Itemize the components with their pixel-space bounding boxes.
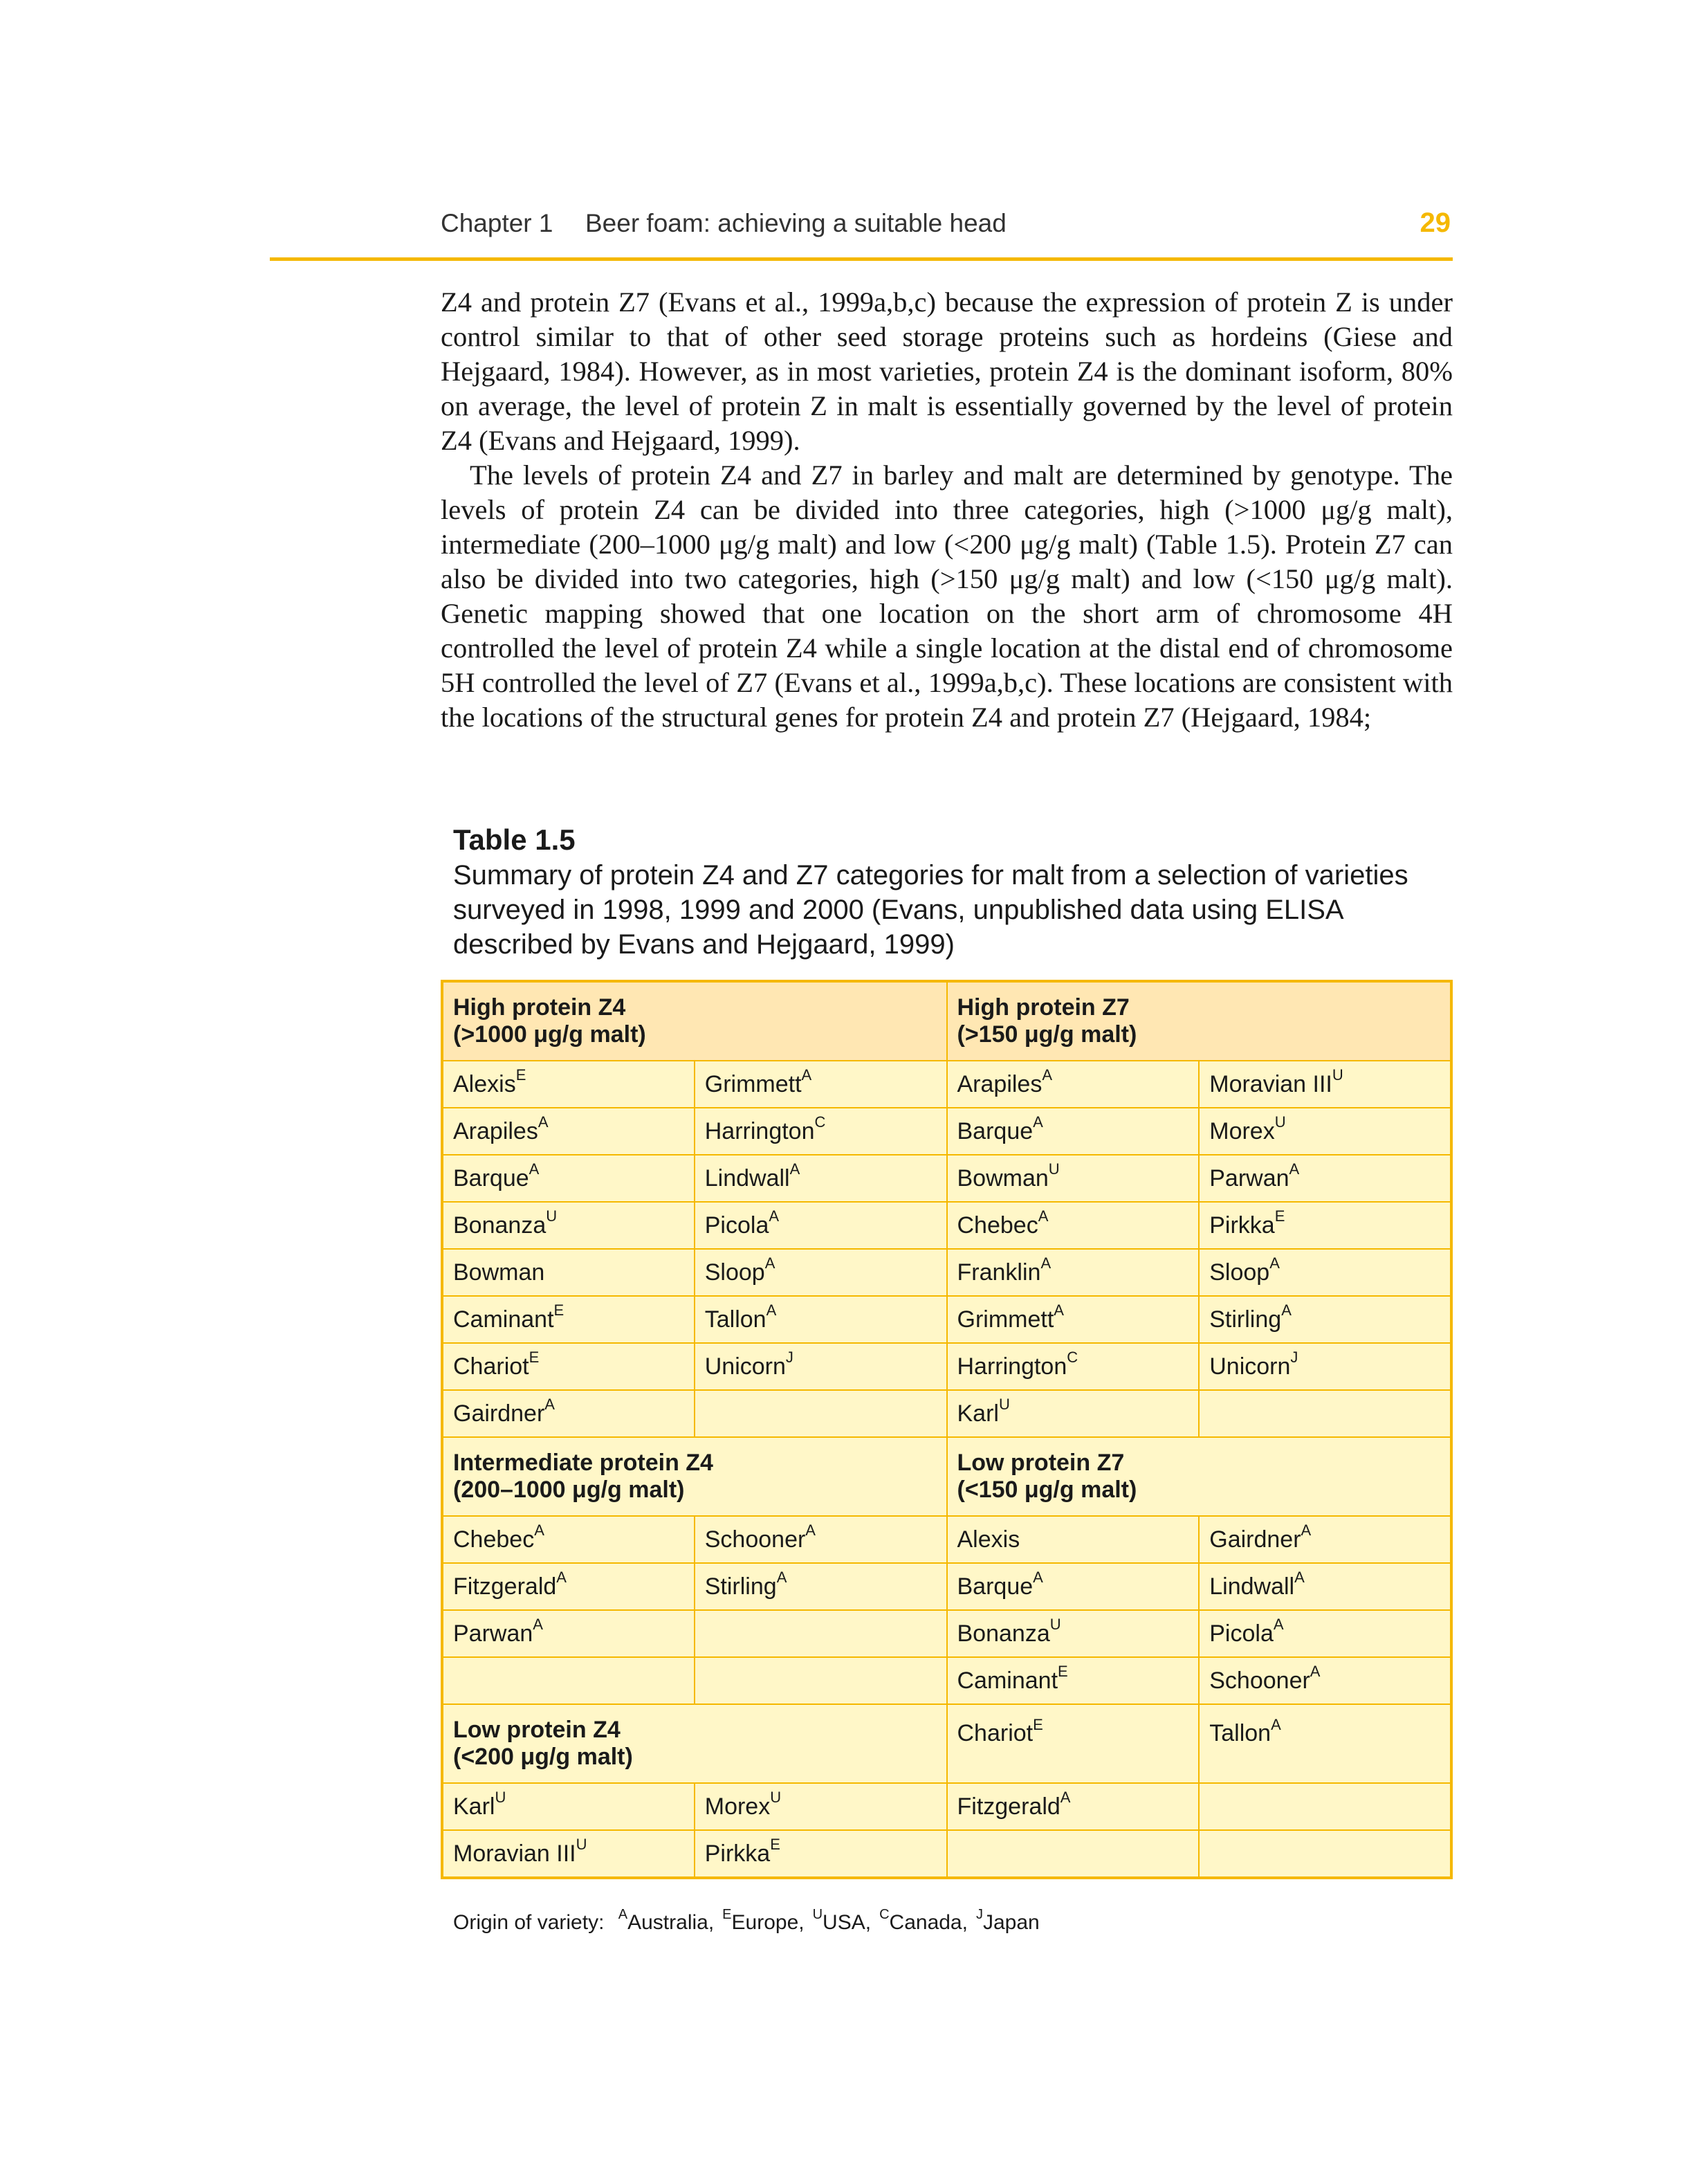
variety-name: Karl xyxy=(453,1793,495,1820)
table-cell xyxy=(1199,1202,1451,1249)
origin-superscript: A xyxy=(1269,1254,1280,1272)
origin-superscript: U xyxy=(998,1396,1010,1414)
footnote-key: E xyxy=(722,1907,732,1922)
table-cell xyxy=(1199,1830,1451,1878)
table-cell xyxy=(442,1783,695,1830)
header-low-z7: Low protein Z7 (<150 μg/g malt) xyxy=(947,1437,1452,1516)
footnote-key: J xyxy=(975,1907,983,1922)
table-row xyxy=(442,1516,1451,1563)
chapter-label: Chapter 1 xyxy=(441,209,553,237)
footnote-origin: USA, xyxy=(823,1911,872,1934)
table-row xyxy=(442,1202,1451,1249)
origin-superscript: A xyxy=(1273,1616,1284,1634)
chapter-title: Beer foam: achieving a suitable head xyxy=(585,209,1007,237)
variety-name: Barque xyxy=(453,1164,529,1191)
table-cell xyxy=(442,1108,695,1155)
table-cell xyxy=(695,1516,947,1563)
footnote-key: U xyxy=(812,1907,823,1922)
variety-name: Picola xyxy=(704,1212,769,1239)
header-intermediate-z4: Intermediate protein Z4 (200–1000 μg/g malt) xyxy=(442,1437,947,1516)
origin-superscript: A xyxy=(1042,1066,1053,1084)
paragraph-1: Z4 and protein Z7 (Evans et al., 1999a,b,c) because the expression of protein Z is under control similar to that of other seed storage proteins such as hordeins (Giese and Hejgaard, 1984). However, as in most varieties, protein Z4 is the dominant isoform, 80% on average, the level of protein Z in malt is essentially governed by the level of protein Z4 (Evans and Hejgaard, 1999). xyxy=(441,286,1453,456)
origin-superscript: E xyxy=(553,1301,564,1319)
origin-superscript: A xyxy=(538,1113,549,1131)
table-cell xyxy=(442,1202,695,1249)
table-cell xyxy=(695,1202,947,1249)
origin-superscript: J xyxy=(785,1349,793,1367)
variety-name: Gairdner xyxy=(453,1400,545,1427)
table-cell xyxy=(442,1343,695,1390)
table-cell xyxy=(442,1830,695,1878)
table-cell xyxy=(947,1249,1200,1296)
origin-superscript: A xyxy=(1038,1207,1049,1225)
origin-superscript: U xyxy=(1332,1066,1343,1084)
origin-superscript: A xyxy=(1033,1113,1043,1131)
variety-name: Barque xyxy=(957,1573,1034,1600)
table-cell xyxy=(442,1657,695,1704)
table-row xyxy=(442,1830,1451,1878)
table-cell xyxy=(947,1783,1200,1830)
table-cell xyxy=(947,1155,1200,1202)
variety-name: Schooner xyxy=(704,1526,806,1553)
footnote-item xyxy=(879,1907,968,1934)
origin-superscript: E xyxy=(1058,1663,1068,1681)
protein-table xyxy=(441,980,1453,1879)
variety-name: Parwan xyxy=(453,1620,533,1647)
variety-name: Schooner xyxy=(1209,1667,1310,1694)
origin-superscript: U xyxy=(495,1789,506,1807)
footnote-prefix: Origin of variety: xyxy=(453,1911,605,1934)
table-cell xyxy=(1199,1657,1451,1704)
table-label: Table 1.5 xyxy=(453,823,576,856)
table-cell xyxy=(947,1516,1200,1563)
page-number: 29 xyxy=(1420,208,1451,238)
table-row xyxy=(442,1108,1451,1155)
table-row xyxy=(442,1610,1451,1657)
variety-name: Bonanza xyxy=(957,1620,1050,1647)
origin-superscript: C xyxy=(814,1113,826,1131)
table-cell xyxy=(695,1783,947,1830)
table-row xyxy=(442,1155,1451,1202)
table-cell xyxy=(695,1249,947,1296)
footnote-origin: Japan xyxy=(982,1911,1040,1934)
table-cell xyxy=(695,1610,947,1657)
table-row xyxy=(442,1343,1451,1390)
variety-name: Grimmett xyxy=(704,1070,802,1097)
table-caption xyxy=(453,822,1449,962)
variety-name: Morex xyxy=(1209,1117,1275,1144)
table-cell xyxy=(695,1830,947,1878)
origin-superscript: C xyxy=(1067,1349,1078,1367)
origin-superscript: U xyxy=(576,1836,587,1854)
variety-name: Unicorn xyxy=(1209,1353,1291,1380)
variety-name: Lindwall xyxy=(1209,1573,1295,1600)
footnote-key: A xyxy=(618,1907,628,1922)
footnote-item xyxy=(975,1907,1040,1934)
table-cell xyxy=(947,1202,1200,1249)
table-cell xyxy=(947,1108,1200,1155)
origin-superscript: A xyxy=(1040,1254,1052,1272)
table-cell xyxy=(947,1830,1200,1878)
origin-superscript: A xyxy=(534,1522,544,1540)
origin-superscript: U xyxy=(1274,1113,1286,1131)
origin-superscript: E xyxy=(1033,1715,1043,1733)
origin-superscript: A xyxy=(801,1066,812,1084)
variety-name: Bowman xyxy=(453,1259,545,1286)
table-cell xyxy=(947,1563,1200,1610)
variety-name: Pirkka xyxy=(704,1840,771,1867)
variety-name: Parwan xyxy=(1209,1164,1289,1191)
variety-name: Harrington xyxy=(704,1117,815,1144)
variety-name: Sloop xyxy=(1209,1259,1270,1286)
origin-superscript: A xyxy=(1033,1569,1043,1587)
table-row xyxy=(442,1249,1451,1296)
table-cell xyxy=(1199,1704,1451,1783)
variety-name: Lindwall xyxy=(704,1164,790,1191)
table-cell xyxy=(1199,1610,1451,1657)
table-subheader-row xyxy=(442,1437,1451,1516)
table-cell xyxy=(1199,1061,1451,1108)
origin-superscript: A xyxy=(533,1616,543,1634)
running-header xyxy=(441,205,1451,246)
origin-superscript: U xyxy=(546,1207,558,1225)
variety-name: Franklin xyxy=(957,1259,1041,1286)
table-header-row xyxy=(442,981,1451,1061)
variety-name: Pirkka xyxy=(1209,1212,1275,1239)
origin-superscript: A xyxy=(1060,1789,1071,1807)
variety-name: Barque xyxy=(957,1117,1034,1144)
table-cell xyxy=(947,1657,1200,1704)
table-cell xyxy=(695,1155,947,1202)
table-cell xyxy=(947,1704,1200,1783)
table-cell xyxy=(1199,1155,1451,1202)
variety-name: Bowman xyxy=(957,1164,1049,1191)
variety-name: Gairdner xyxy=(1209,1526,1301,1553)
origin-superscript: A xyxy=(805,1522,816,1540)
variety-name: Alexis xyxy=(453,1070,516,1097)
origin-superscript: A xyxy=(1289,1160,1300,1178)
table-cell xyxy=(695,1061,947,1108)
origin-superscript: A xyxy=(1294,1569,1305,1587)
origin-superscript: A xyxy=(769,1207,780,1225)
variety-name: Chebec xyxy=(957,1212,1038,1239)
table-description: Summary of protein Z4 and Z7 categories for malt from a selection of varieties surveyed in 1998, 1999 and 2000 (Evans, unpublished data using ELISA described by Evans and Hejgaard, 1999) xyxy=(453,860,1408,960)
paragraph-2: The levels of protein Z4 and Z7 in barley and malt are determined by genotype. The levels of protein Z4 can be divided into three categories, high (>1000 μg/g malt), intermediate (200–1000 μg/g malt) and low (<200 μg/g malt) (Table 1.5). Protein Z7 can also be divided into two categories, high (>150 μg/g malt) and low (<150 μg/g malt). Genetic mapping showed that one location on the short arm of chromosome 4H controlled the level of protein Z4 while a single location at the distal end of chromosome 5H controlled the level of Z7 (Evans et al., 1999a,b,c). These locations are consistent with the locations of the structural genes for protein Z4 and protein Z7 (Hejgaard, 1984; xyxy=(441,459,1453,733)
origin-superscript: A xyxy=(1054,1301,1064,1319)
origin-superscript: A xyxy=(544,1396,555,1414)
table-cell xyxy=(947,1296,1200,1343)
origin-superscript: A xyxy=(529,1160,540,1178)
origin-superscript: A xyxy=(1310,1663,1321,1681)
origin-superscript: E xyxy=(529,1349,540,1367)
variety-name: Alexis xyxy=(957,1526,1020,1553)
variety-name: Arapiles xyxy=(957,1070,1043,1097)
table-cell xyxy=(442,1249,695,1296)
table-cell xyxy=(947,1390,1200,1437)
table-cell xyxy=(442,1563,695,1610)
table-cell xyxy=(1199,1516,1451,1563)
body-text xyxy=(441,285,1453,735)
table-cell xyxy=(695,1657,947,1704)
origin-superscript: E xyxy=(770,1836,780,1854)
variety-name: Moravian III xyxy=(1209,1070,1332,1097)
origin-superscript: J xyxy=(1290,1349,1298,1367)
variety-name: Chariot xyxy=(957,1720,1034,1746)
origin-superscript: U xyxy=(770,1789,782,1807)
variety-name: Chebec xyxy=(453,1526,535,1553)
footnote-item xyxy=(722,1907,805,1934)
origin-superscript: A xyxy=(764,1254,775,1272)
table-cell xyxy=(1199,1108,1451,1155)
table-row xyxy=(442,1657,1451,1704)
footnote-origin: Canada, xyxy=(889,1911,968,1934)
table-cell xyxy=(695,1296,947,1343)
origin-superscript: A xyxy=(789,1160,800,1178)
table-row xyxy=(442,1296,1451,1343)
table-cell xyxy=(442,1155,695,1202)
table-cell xyxy=(695,1108,947,1155)
variety-name: Bonanza xyxy=(453,1212,547,1239)
origin-superscript: E xyxy=(1274,1207,1285,1225)
table-cell xyxy=(947,1610,1200,1657)
variety-name: Tallon xyxy=(704,1306,766,1333)
table-row xyxy=(442,1563,1451,1610)
table-cell xyxy=(1199,1563,1451,1610)
variety-name: Morex xyxy=(704,1793,771,1820)
variety-name: Sloop xyxy=(704,1259,765,1286)
variety-name: Picola xyxy=(1209,1620,1274,1647)
variety-name: Harrington xyxy=(957,1353,1067,1380)
table-row xyxy=(442,1783,1451,1830)
footnote-item xyxy=(618,1907,715,1934)
header-rule xyxy=(270,257,1453,261)
table-cell xyxy=(442,1296,695,1343)
origin-superscript: A xyxy=(556,1569,567,1587)
origin-superscript: A xyxy=(1301,1522,1312,1540)
table-subheader-row xyxy=(442,1704,1451,1783)
table-cell xyxy=(1199,1343,1451,1390)
footnote-item xyxy=(812,1907,872,1934)
table-footnote xyxy=(453,1907,1449,1935)
table-cell xyxy=(1199,1249,1451,1296)
footnote-origin: Australia, xyxy=(627,1911,715,1934)
variety-name: Arapiles xyxy=(453,1117,538,1144)
table-cell xyxy=(1199,1390,1451,1437)
origin-superscript: E xyxy=(515,1066,526,1084)
variety-name: Caminant xyxy=(453,1306,554,1333)
table-cell xyxy=(442,1390,695,1437)
origin-superscript: A xyxy=(766,1301,777,1319)
variety-name: Stirling xyxy=(704,1573,777,1600)
table-row xyxy=(442,1390,1451,1437)
variety-name: Unicorn xyxy=(704,1353,786,1380)
origin-superscript: A xyxy=(1281,1301,1292,1319)
footnote-key: C xyxy=(879,1907,890,1922)
table-cell xyxy=(442,1061,695,1108)
origin-superscript: A xyxy=(1271,1715,1281,1733)
table-cell xyxy=(442,1610,695,1657)
table-cell xyxy=(947,1061,1200,1108)
table-cell xyxy=(695,1343,947,1390)
variety-name: Karl xyxy=(957,1400,999,1427)
origin-superscript: U xyxy=(1048,1160,1060,1178)
header-low-z4: Low protein Z4 (<200 μg/g malt) xyxy=(442,1704,947,1783)
variety-name: Fitzgerald xyxy=(957,1793,1060,1820)
origin-superscript: U xyxy=(1049,1616,1061,1634)
table-cell xyxy=(1199,1783,1451,1830)
variety-name: Grimmett xyxy=(957,1306,1054,1333)
table-row xyxy=(442,1061,1451,1108)
variety-name: Moravian III xyxy=(453,1840,576,1867)
variety-name: Fitzgerald xyxy=(453,1573,557,1600)
table-cell xyxy=(442,1516,695,1563)
header-high-z7: High protein Z7 (>150 μg/g malt) xyxy=(947,981,1452,1061)
table-cell xyxy=(695,1563,947,1610)
footnote-origin: Europe, xyxy=(731,1911,805,1934)
footnote-items xyxy=(610,1907,1040,1934)
table-cell xyxy=(947,1343,1200,1390)
variety-name: Tallon xyxy=(1209,1720,1271,1746)
header-high-z4: High protein Z4 (>1000 μg/g malt) xyxy=(442,981,947,1061)
table-cell xyxy=(1199,1296,1451,1343)
variety-name: Stirling xyxy=(1209,1306,1282,1333)
table-cell xyxy=(695,1390,947,1437)
variety-name: Caminant xyxy=(957,1667,1058,1694)
origin-superscript: A xyxy=(776,1569,787,1587)
variety-name: Chariot xyxy=(453,1353,529,1380)
